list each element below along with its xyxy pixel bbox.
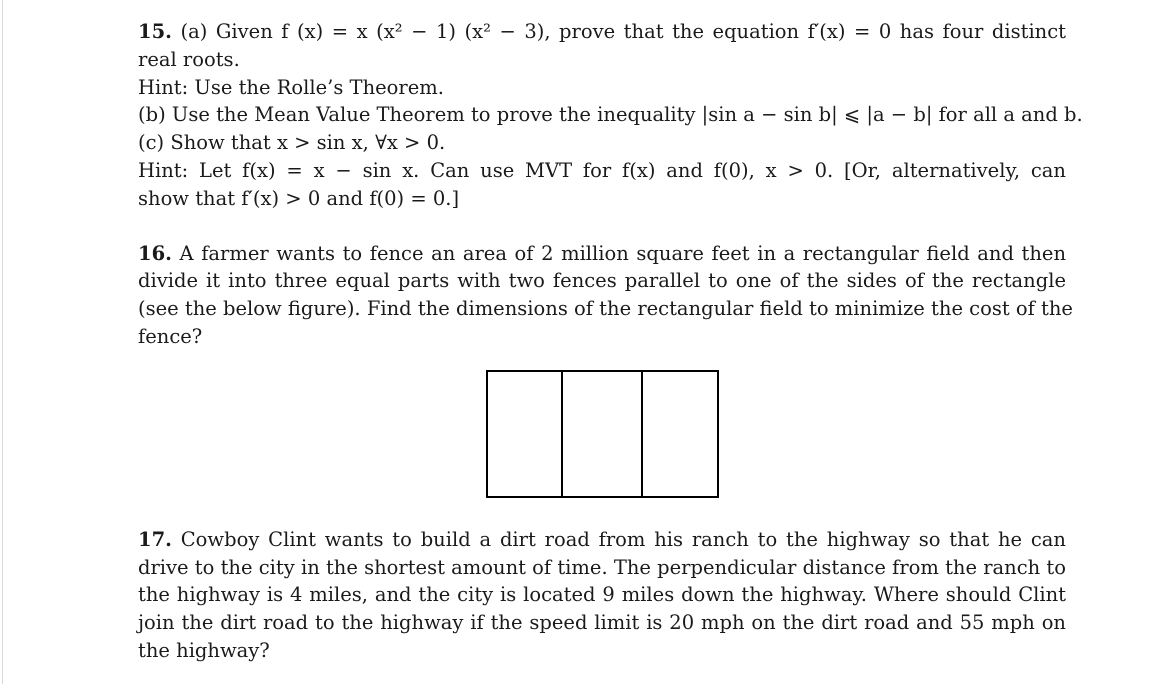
problem-15-line-3: Hint: Use the Rolle’s Theorem.: [138, 75, 444, 99]
problem-17-line-1: [138, 526, 1066, 554]
document-body: [138, 18, 1083, 665]
problem-16-line-4: fence?: [138, 324, 203, 348]
problem-15-number: 15.: [138, 20, 172, 43]
problem-15-line-1: [138, 18, 1066, 46]
problem-17-line-5: the highway?: [138, 638, 270, 662]
problem-17: [138, 526, 1066, 665]
problem-16-line-1: [138, 240, 1066, 268]
problem-15-line-2: real roots.: [138, 47, 240, 71]
problem-16: [138, 240, 1073, 351]
problem-16-line-2: divide it into three equal parts with two fences parallel to one of the sides of the rectangle: [138, 269, 1066, 293]
problem-15-line-7: show that f′(x) > 0 and f(0) = 0.]: [138, 186, 460, 210]
problem-17-line-4: join the dirt road to the highway if the speed limit is 20 mph on the dirt road and 55 mph on: [138, 611, 1066, 635]
problem-15-line-4: (b) Use the Mean Value Theorem to prove the inequality |sin a − sin b| ⩽ |a − b| for all a and b.: [138, 103, 1083, 127]
problem-17-number: 17.: [138, 527, 172, 551]
left-margin-rule: [2, 0, 3, 684]
field-diagram: [486, 370, 722, 502]
problem-15: [138, 18, 1083, 213]
problem-16-number: 16.: [138, 241, 172, 265]
field-outer-rectangle: [487, 371, 718, 497]
problem-16-line-3: (see the below figure). Find the dimensions of the rectangular field to minimize the cost of the: [138, 297, 1073, 321]
problem-15-line-5: (c) Show that x > sin x, ∀x > 0.: [138, 131, 446, 155]
problem-17-text-line: Cowboy Clint wants to build a dirt road from his ranch to the highway so that he can: [180, 527, 1066, 551]
problem-17-line-2: drive to the city in the shortest amount of time. The perpendicular distance from the ranch to: [138, 555, 1066, 579]
problem-15-line-6: Hint: Let f(x) = x − sin x. Can use MVT for f(x) and f(0), x > 0. [Or, alternatively, can: [138, 158, 1066, 182]
field-figure: [138, 351, 1066, 526]
problem-17-line-3: the highway is 4 miles, and the city is located 9 miles down the highway. Where should Clint: [138, 583, 1066, 607]
problem-16-text-line: A farmer wants to fence an area of 2 million square feet in a rectangular field and then: [179, 241, 1066, 265]
problem-15-text-line: (a) Given f (x) = x (x² − 1) (x² − 3), prove that the equation f′(x) = 0 has four distinct: [180, 20, 1067, 43]
